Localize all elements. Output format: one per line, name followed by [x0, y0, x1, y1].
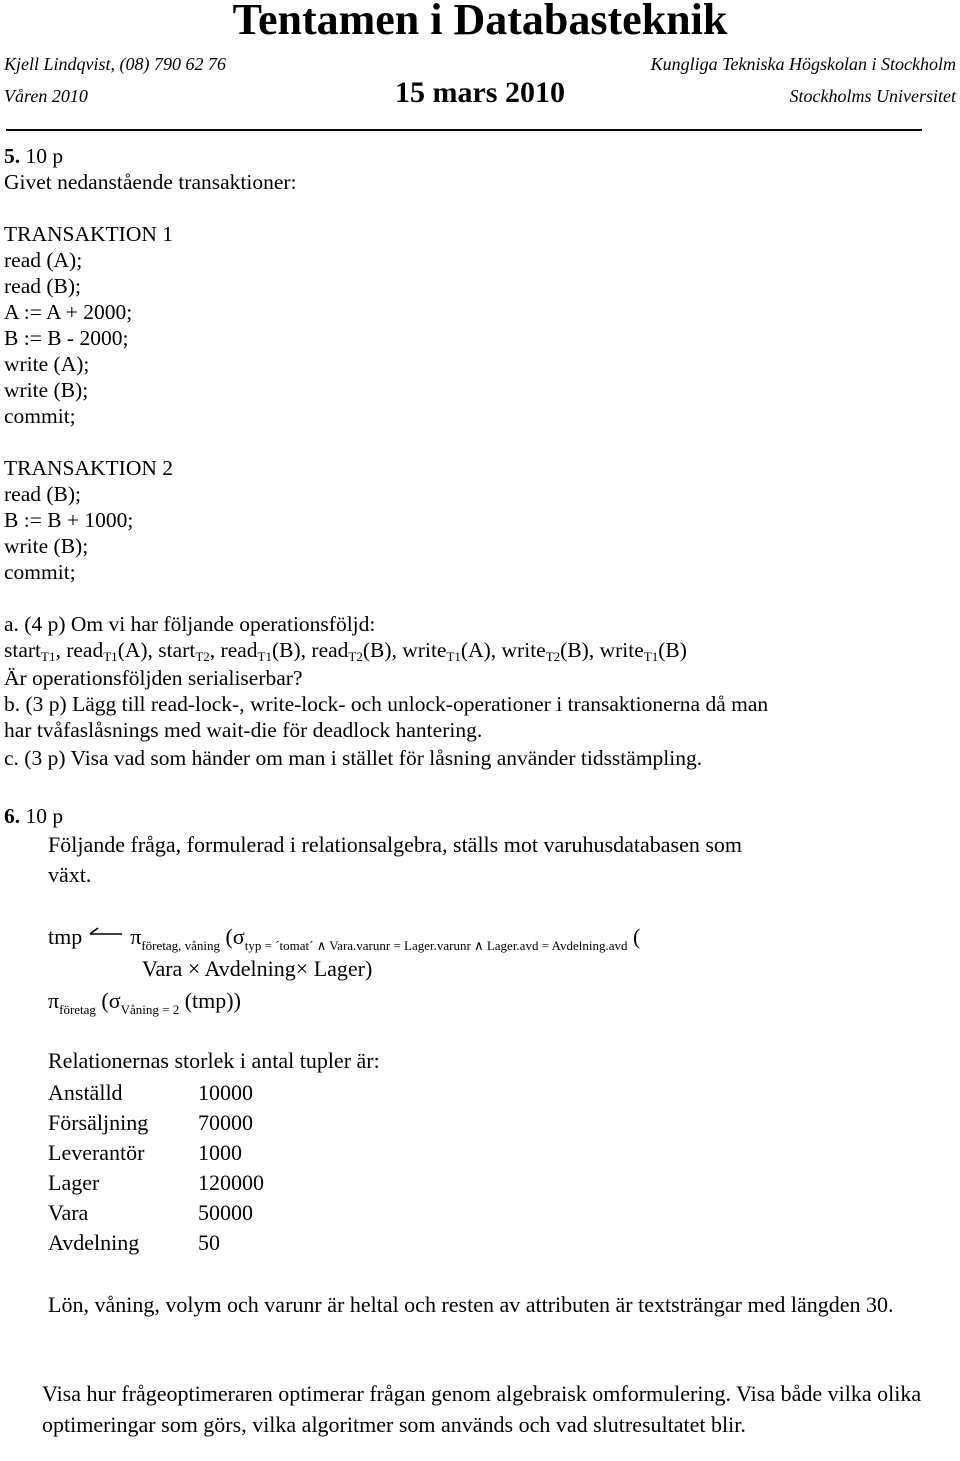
- t1-line: B := B - 2000;: [4, 326, 129, 350]
- transaction-1-title: TRANSAKTION 1: [4, 222, 174, 246]
- selection-open: (σ: [101, 988, 121, 1013]
- t1-line: write (B);: [4, 378, 89, 402]
- question-points: 10 p: [25, 804, 64, 828]
- q5-part-a-question: Är operationsföljden serialiserbar?: [4, 666, 303, 690]
- question-number: 5.: [4, 144, 21, 168]
- relation-avdelning: Avdelning: [204, 956, 296, 981]
- operation: [402, 638, 491, 662]
- relation-vara: Vara: [142, 956, 183, 981]
- operation-name: read: [66, 638, 104, 662]
- operation: [600, 638, 687, 662]
- operation: [502, 638, 589, 662]
- t1-line: A := A + 2000;: [4, 300, 133, 324]
- transaction-subscript: T1: [257, 649, 272, 664]
- relation-size: 70000: [198, 1110, 253, 1135]
- operation-name: start: [158, 638, 196, 662]
- operation-argument: (B): [560, 638, 589, 662]
- tmp-ref: (tmp)): [184, 988, 241, 1013]
- institution-su: Stockholms Universitet: [789, 86, 956, 106]
- q6-intro-cont: växt.: [48, 862, 92, 887]
- relation-sizes-table: [48, 1078, 264, 1258]
- projection-attrs: företag: [59, 1002, 96, 1017]
- operation-argument: (B): [271, 638, 301, 662]
- paren-open: (: [633, 924, 641, 949]
- times-symbol: ×: [187, 956, 201, 981]
- operation-argument: (A): [460, 638, 491, 662]
- table-row: [48, 1168, 264, 1198]
- relation-name: Lager: [48, 1170, 100, 1195]
- q6-task: Visa hur frågeoptimeraren optimerar frågan genom algebraisk omformulering. Visa både vilka olika optimeringar som görs, vilka algoritmer som används och vad slutresultatet blir.: [42, 1381, 922, 1437]
- algebra-line-3: [48, 988, 241, 1017]
- t1-line: commit;: [4, 404, 76, 428]
- times-symbol: ×: [295, 956, 309, 981]
- t2-line: read (B);: [4, 482, 82, 506]
- relation-name: Anställd: [48, 1080, 123, 1105]
- relation-size: 1000: [198, 1140, 242, 1165]
- t1-line: write (A);: [4, 352, 90, 376]
- question-points: 10 p: [25, 144, 64, 168]
- question-6-heading: [4, 804, 63, 829]
- operation-sequence: start$_{T1}$, read$_{T1}$(A), start$_{T2}$, read$_{T1}$(B), read$_{T2}$(B), write$_{T1}$(A), write$_{T2}$(B), write$_{T1}$(B): [4, 638, 687, 664]
- projection-attrs: företag, våning: [141, 938, 221, 953]
- operation-argument: (B): [362, 638, 392, 662]
- selection-open: (σ: [225, 924, 245, 949]
- transaction-subscript: T2: [195, 649, 210, 664]
- t2-line: write (B);: [4, 534, 89, 558]
- transaction-subscript: T2: [348, 649, 363, 664]
- author-line: Kjell Lindqvist, (08) 790 62 76: [4, 54, 226, 74]
- transaction-subscript: T1: [41, 649, 56, 664]
- attribute-note: Lön, våning, volym och varunr är heltal och resten av attributen är textsträngar med längden 30.: [48, 1292, 894, 1317]
- relation-name: Leverantör: [48, 1140, 145, 1165]
- t2-line: B := B + 1000;: [4, 508, 134, 532]
- operation-name: write: [501, 638, 546, 662]
- sizes-title: Relationernas storlek i antal tupler är:: [48, 1048, 380, 1073]
- header-rule: [6, 129, 922, 131]
- relation-size: 120000: [198, 1170, 264, 1195]
- t1-line: read (B);: [4, 274, 82, 298]
- question-5-heading: [4, 144, 63, 169]
- relation-name: Försäljning: [48, 1110, 149, 1135]
- operation-name: write: [402, 638, 447, 662]
- q5-part-a: a. (4 p) Om vi har följande operationsföljd:: [4, 612, 376, 636]
- term: Våren 2010: [4, 86, 88, 106]
- selection-condition: typ = ´tomat´ ∧ Vara.varunr = Lager.varunr ∧ Lager.avd = Avdelning.avd: [244, 938, 628, 953]
- relation-name: Avdelning: [48, 1230, 140, 1255]
- operation: [4, 638, 55, 662]
- transaction-subscript: T1: [446, 649, 461, 664]
- transaction-subscript: T2: [545, 649, 561, 664]
- q5-part-c: c. (3 p) Visa vad som händer om man i stället för låsning använder tidsstämpling.: [4, 746, 703, 770]
- relation-size: 50000: [198, 1200, 253, 1225]
- operation: [66, 638, 147, 662]
- page-title: Tentamen i Databasteknik: [232, 0, 728, 44]
- table-row: [48, 1078, 264, 1108]
- table-row: [48, 1198, 264, 1228]
- projection-symbol: π: [130, 924, 142, 949]
- operation-name: read: [311, 638, 349, 662]
- operation-name: read: [220, 638, 258, 662]
- table-row: [48, 1108, 264, 1138]
- exam-date: 15 mars 2010: [395, 76, 565, 109]
- algebra-line-2: [142, 956, 372, 982]
- q5-part-b: b. (3 p) Lägg till read-lock-, write-lock- och unlock-operationer i transaktionerna då man: [4, 692, 769, 716]
- t1-line: read (A);: [4, 248, 83, 272]
- relation-size: 50: [198, 1230, 220, 1255]
- projection-symbol: π: [48, 988, 60, 1013]
- operation-argument: (A): [117, 638, 148, 662]
- algebra-line-1: [48, 924, 641, 953]
- operation-name: write: [599, 638, 644, 662]
- operation-argument: (B): [658, 638, 687, 662]
- relation-name: Vara: [48, 1200, 89, 1225]
- operation: [158, 638, 209, 662]
- transaction-subscript: T1: [103, 649, 118, 664]
- table-row: [48, 1228, 264, 1258]
- transaction-subscript: T1: [643, 649, 659, 664]
- q5-intro: Givet nedanstående transaktioner:: [4, 170, 297, 194]
- table-row: [48, 1138, 264, 1168]
- relation-lager: Lager): [313, 956, 373, 981]
- q6-intro: Följande fråga, formulerad i relationsalgebra, ställs mot varuhusdatabasen som: [48, 832, 743, 857]
- relation-size: 10000: [198, 1080, 253, 1105]
- tmp-var: tmp: [48, 924, 83, 949]
- selection-condition: Våning = 2: [120, 1002, 180, 1017]
- t2-line: commit;: [4, 560, 76, 584]
- operation: [221, 638, 301, 662]
- operation-name: start: [4, 638, 42, 662]
- assign-arrow-icon: [88, 927, 124, 941]
- q5-part-b-cont: har tvåfaslåsnings med wait-die för deadlock hantering.: [4, 718, 483, 742]
- institution-kth: Kungliga Tekniska Högskolan i Stockholm: [650, 54, 956, 74]
- operation: [311, 638, 391, 662]
- question-number: 6.: [4, 804, 21, 828]
- transaction-2-title: TRANSAKTION 2: [4, 456, 174, 480]
